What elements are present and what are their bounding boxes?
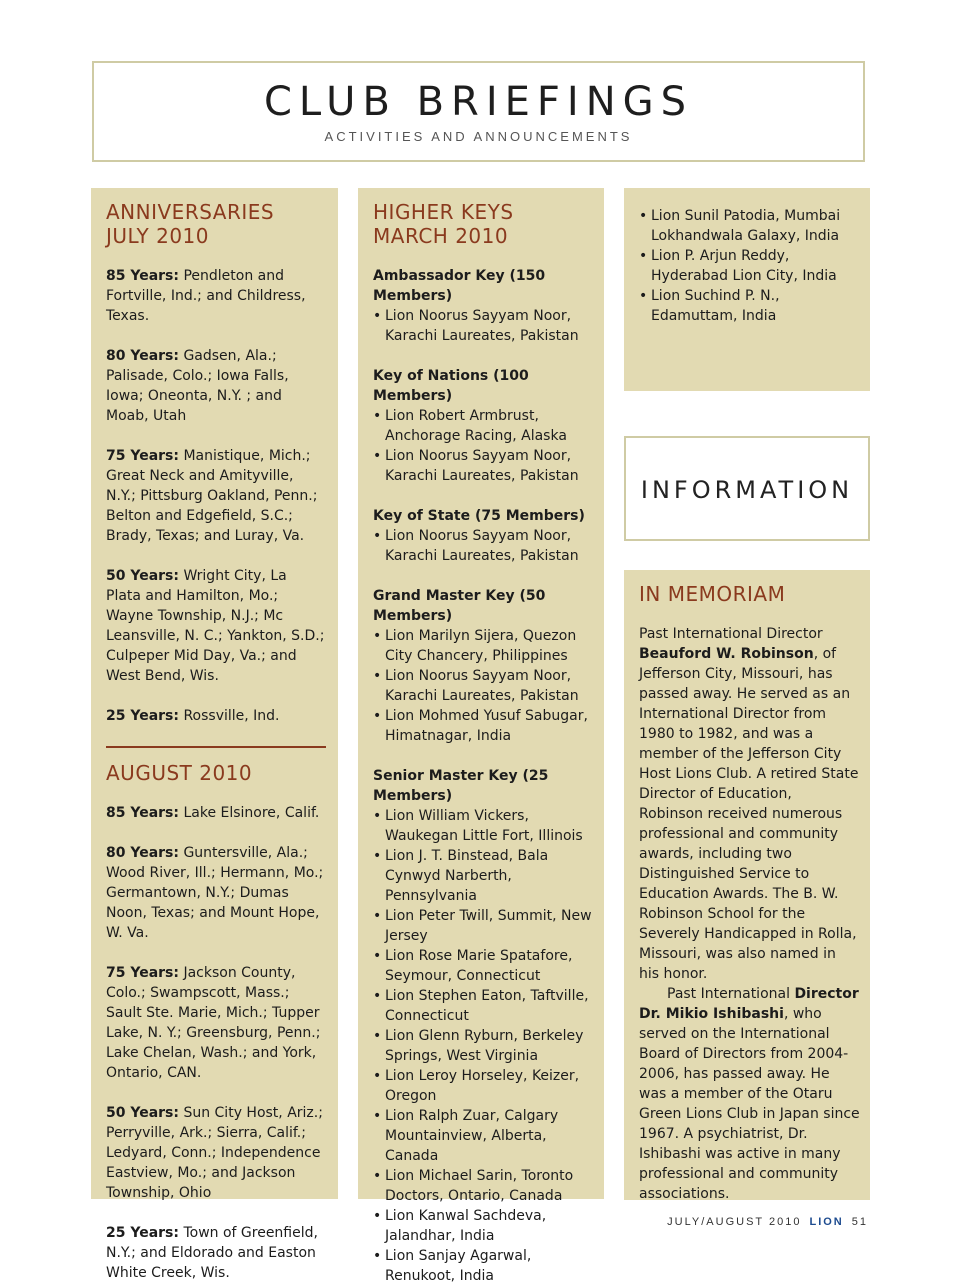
key-recipient: • Lion William Vickers, Waukegan Little Fort, Illinois: [373, 806, 594, 846]
page-number: 51: [851, 1216, 868, 1228]
anniversary-entry: [106, 963, 326, 1083]
memoriam-text: Past International Director: [639, 626, 823, 642]
continued-key-list: [639, 206, 860, 326]
anniversary-years: 75 Years:: [106, 448, 179, 464]
key-group: [373, 766, 594, 1286]
anniversary-clubs: Guntersville, Ala.; Wood River, Ill.; Hermann, Mo.; Germantown, N.Y.; Dumas Noon, Texas; and Mount Hope, W. Va.: [106, 845, 324, 941]
memoriam-paragraph-2: [639, 984, 860, 1204]
key-recipient: • Lion Robert Armbrust, Anchorage Racing, Alaska: [373, 406, 594, 446]
footer-brand: LION: [809, 1216, 844, 1228]
key-group-title: Key of Nations (100 Members): [373, 368, 529, 404]
key-group-title: Senior Master Key (25 Members): [373, 768, 549, 804]
july-anniversary-list: [106, 266, 326, 726]
higher-keys-continued-panel: [624, 188, 870, 391]
page-header: [92, 61, 865, 162]
anniversary-clubs: Rossville, Ind.: [179, 708, 280, 724]
anniversary-clubs: Manistique, Mich.; Great Neck and Amityville, N.Y.; Pittsburg Oakland, Penn.; Belton and Edgefield, S.C.; Brady, Texas; and Luray, Va.: [106, 448, 318, 544]
anniversary-years: 25 Years:: [106, 708, 179, 724]
anniversary-entry: [106, 566, 326, 686]
anniversary-years: 75 Years:: [106, 965, 179, 981]
anniversary-years: 85 Years:: [106, 805, 179, 821]
memoriam-panel: [624, 570, 870, 1200]
anniversaries-july-heading: [106, 200, 326, 248]
memoriam-text: , of Jefferson City, Missouri, has passed away. He served as an International Director from 1980 to 1982, and was a member of the Jefferson City Host Lions Club. A retired State Director of Education, Robinson received numerous professional and community awards, including two Distinguished Service to Education Awards. The B. W. Robinson School for the Severely Handicapped in Rolla, Missouri, was also named in his honor.: [639, 646, 859, 982]
information-title: INFORMATION: [640, 476, 854, 504]
key-recipient: • Lion Leroy Horseley, Keizer, Oregon: [373, 1066, 594, 1106]
key-recipient-list: [373, 526, 594, 566]
key-recipient: • Lion Noorus Sayyam Noor, Karachi Laureates, Pakistan: [373, 446, 594, 486]
key-groups: [373, 266, 594, 1286]
memoriam-name: Beauford W. Robinson: [639, 646, 814, 662]
memoriam-text: Past International: [667, 986, 795, 1002]
anniversary-entry: [106, 1223, 326, 1283]
anniversaries-panel: [91, 188, 338, 1281]
key-recipient: • Lion Peter Twill, Summit, New Jersey: [373, 906, 594, 946]
anniversary-entry: [106, 843, 326, 943]
key-recipient-list: [373, 626, 594, 746]
higher-keys-heading: [373, 200, 594, 248]
page-subtitle: ACTIVITIES AND ANNOUNCEMENTS: [324, 129, 633, 144]
anniversary-years: 25 Years:: [106, 1225, 179, 1241]
heading-line: ANNIVERSARIES: [106, 200, 275, 224]
anniversary-entry: [106, 706, 326, 726]
key-recipient: • Lion Mohmed Yusuf Sabugar, Himatnagar, India: [373, 706, 594, 746]
heading-line: HIGHER KEYS: [373, 200, 514, 224]
anniversary-years: 85 Years:: [106, 268, 179, 284]
anniversary-clubs: Gadsen, Ala.; Palisade, Colo.; Iowa Falls, Iowa; Oneonta, N.Y. ; and Moab, Utah: [106, 348, 289, 424]
anniversary-clubs: Sun City Host, Ariz.; Perryville, Ark.; Sierra, Calif.; Ledyard, Conn.; Independence Eastview, Mo.; and Jackson Township, Ohio: [106, 1105, 323, 1201]
anniversary-years: 50 Years:: [106, 568, 179, 584]
key-recipient: • Lion Stephen Eaton, Taftville, Connecticut: [373, 986, 594, 1026]
anniversary-years: 50 Years:: [106, 1105, 179, 1121]
key-recipient: • Lion Noorus Sayyam Noor, Karachi Laureates, Pakistan: [373, 666, 594, 706]
key-group: [373, 586, 594, 746]
anniversary-years: 80 Years:: [106, 845, 179, 861]
anniversary-clubs: Wright City, La Plata and Hamilton, Mo.; Wayne Township, N.J.; Mc Leansville, N. C.; Yankton, S.D.; Culpeper Mid Day, Va.; and West Bend, Wis.: [106, 568, 325, 684]
key-recipient: • Lion P. Arjun Reddy, Hyderabad Lion City, India: [639, 246, 860, 286]
key-recipient-list: [373, 806, 594, 1286]
anniversary-clubs: Lake Elsinore, Calif.: [179, 805, 320, 821]
anniversary-entry: [106, 346, 326, 426]
key-group: [373, 506, 594, 566]
key-group-title: Key of State (75 Members): [373, 508, 585, 524]
key-recipient-list: [373, 306, 594, 346]
key-recipient: • Lion J. T. Binstead, Bala Cynwyd Narberth, Pennsylvania: [373, 846, 594, 906]
page-title: CLUB BRIEFINGS: [263, 79, 694, 125]
key-recipient: • Lion Michael Sarin, Toronto Doctors, Ontario, Canada: [373, 1166, 594, 1206]
anniversary-entry: [106, 266, 326, 326]
key-recipient: • Lion Marilyn Sijera, Quezon City Chancery, Philippines: [373, 626, 594, 666]
page-footer: [667, 1216, 868, 1228]
heading-line: JULY 2010: [106, 224, 209, 248]
anniversary-entry: [106, 1103, 326, 1203]
key-group-title: Grand Master Key (50 Members): [373, 588, 546, 624]
anniversary-clubs: Jackson County, Colo.; Swampscott, Mass.; Sault Ste. Marie, Mich.; Tupper Lake, N. Y.; Greensburg, Penn.; Lake Chelan, Wash.; and York, Ontario, CAN.: [106, 965, 321, 1081]
key-recipient: • Lion Rose Marie Spatafore, Seymour, Connecticut: [373, 946, 594, 986]
anniversary-years: 80 Years:: [106, 348, 179, 364]
section-divider: [106, 746, 326, 748]
memoriam-text: , who served on the International Board of Directors from 2004-2006, has passed away. He was a member of the Otaru Green Lions Club in Japan since 1967. A psychiatrist, Dr. Ishibashi was active in many professional and community associations.: [639, 1006, 860, 1202]
memoriam-paragraph-1: [639, 624, 860, 984]
footer-date: JULY/AUGUST 2010: [667, 1216, 802, 1228]
key-recipient: • Lion Kanwal Sachdeva, Jalandhar, India: [373, 1206, 594, 1246]
key-recipient: • Lion Ralph Zuar, Calgary Mountainview, Alberta, Canada: [373, 1106, 594, 1166]
key-recipient-list: [373, 406, 594, 486]
anniversary-clubs: Pendleton and Fortville, Ind.; and Childress, Texas.: [106, 268, 306, 324]
memoriam-name: Director Dr. Mikio Ishibashi: [639, 986, 859, 1022]
key-recipient: • Lion Glenn Ryburn, Berkeley Springs, West Virginia: [373, 1026, 594, 1066]
key-group-title: Ambassador Key (150 Members): [373, 268, 546, 304]
key-group: [373, 366, 594, 486]
key-recipient: • Lion Suchind P. N., Edamuttam, India: [639, 286, 860, 326]
anniversary-entry: [106, 803, 326, 823]
anniversary-entry: [106, 446, 326, 546]
key-recipient: • Lion Sunil Patodia, Mumbai Lokhandwala Galaxy, India: [639, 206, 860, 246]
heading-line: MARCH 2010: [373, 224, 509, 248]
anniversary-clubs: Town of Greenfield, N.Y.; and Eldorado and Easton White Creek, Wis.: [106, 1225, 318, 1281]
higher-keys-panel: [358, 188, 604, 1284]
key-group: [373, 266, 594, 346]
key-recipient: • Lion Noorus Sayyam Noor, Karachi Laureates, Pakistan: [373, 526, 594, 566]
memoriam-heading: IN MEMORIAM: [639, 582, 786, 606]
information-box: [624, 436, 870, 541]
key-recipient: • Lion Noorus Sayyam Noor, Karachi Laureates, Pakistan: [373, 306, 594, 346]
key-recipient: • Lion Sanjay Agarwal, Renukoot, India: [373, 1246, 594, 1286]
august-anniversary-list: [106, 803, 326, 1283]
anniversaries-august-heading: AUGUST 2010: [106, 761, 253, 785]
